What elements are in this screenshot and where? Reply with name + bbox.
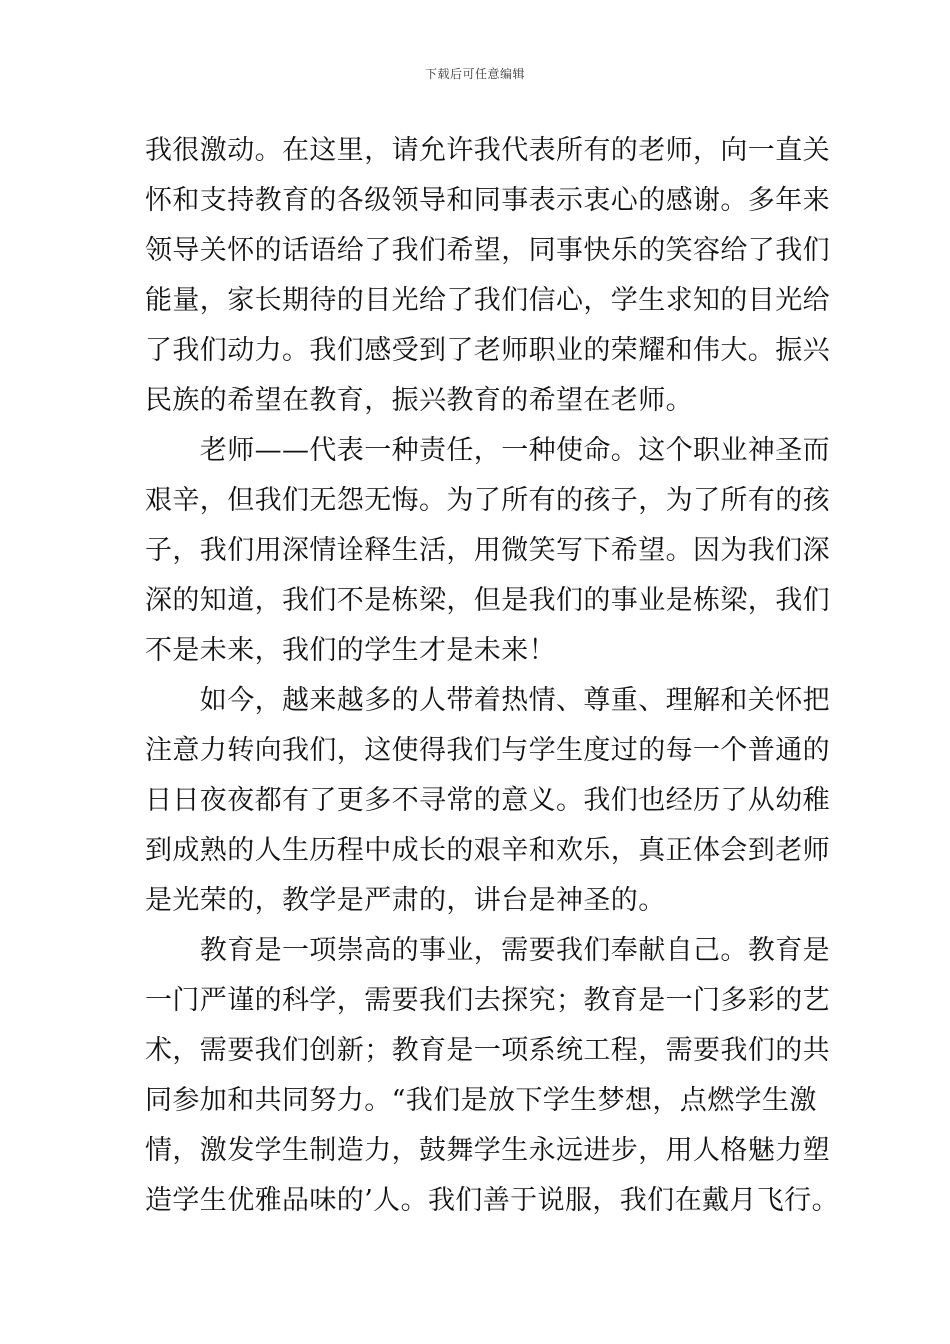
document-body: [145, 126, 845, 1226]
text-line: 造学生优雅品味的’人。我们善于说服，我们在戴月飞行。: [145, 1185, 839, 1216]
text-line: 我很激动。在这里，请允许我代表所有的老师，向一直关: [145, 135, 830, 166]
text-line: 情，激发学生制造力，鼓舞学生永远进步，用人格魅力塑: [145, 1135, 830, 1166]
text-line: 领导关怀的话语给了我们希望，同事快乐的笑容给了我们: [145, 235, 830, 266]
text-line: 能量，家长期待的目光给了我们信心，学生求知的目光给: [145, 285, 830, 316]
text-line: 教育是一项崇高的事业，需要我们奉献自己。教育是: [145, 935, 830, 966]
text-line: 如今，越来越多的人带着热情、尊重、理解和关怀把: [145, 685, 830, 716]
text-line: 是光荣的，教学是严肃的，讲台是神圣的。: [145, 885, 666, 916]
text-line: 一门严谨的科学，需要我们去探究；教育是一门多彩的艺: [145, 985, 830, 1016]
text-line: 民族的希望在教育，振兴教育的希望在老师。: [145, 385, 693, 416]
text-line: 到成熟的人生历程中成长的艰辛和欢乐，真正体会到老师: [145, 835, 830, 866]
text-line: 老师——代表一种责任，一种使命。这个职业神圣而: [145, 435, 830, 466]
text-line: 深的知道，我们不是栋梁，但是我们的事业是栋梁，我们: [145, 585, 830, 616]
text-line: 同参加和共同努力。“我们是放下学生梦想，点燃学生激: [145, 1085, 817, 1116]
text-line: 不是未来，我们的学生才是未来！: [145, 635, 556, 666]
page-header: 下载后可任意编辑: [424, 67, 525, 81]
text-line: 了我们动力。我们感受到了老师职业的荣耀和伟大。振兴: [145, 335, 830, 366]
text-line: 注意力转向我们，这使得我们与学生度过的每一个普通的: [145, 735, 830, 766]
text-line: 日日夜夜都有了更多不寻常的意义。我们也经历了从幼稚: [145, 785, 830, 816]
text-line: 艰辛，但我们无怨无悔。为了所有的孩子，为了所有的孩: [145, 485, 830, 516]
text-line: 术，需要我们创新；教育是一项系统工程，需要我们的共: [145, 1035, 830, 1066]
text-line: 怀和支持教育的各级领导和同事表示衷心的感谢。多年来: [145, 185, 830, 216]
text-line: 子，我们用深情诠释生活，用微笑写下希望。因为我们深: [145, 535, 830, 566]
